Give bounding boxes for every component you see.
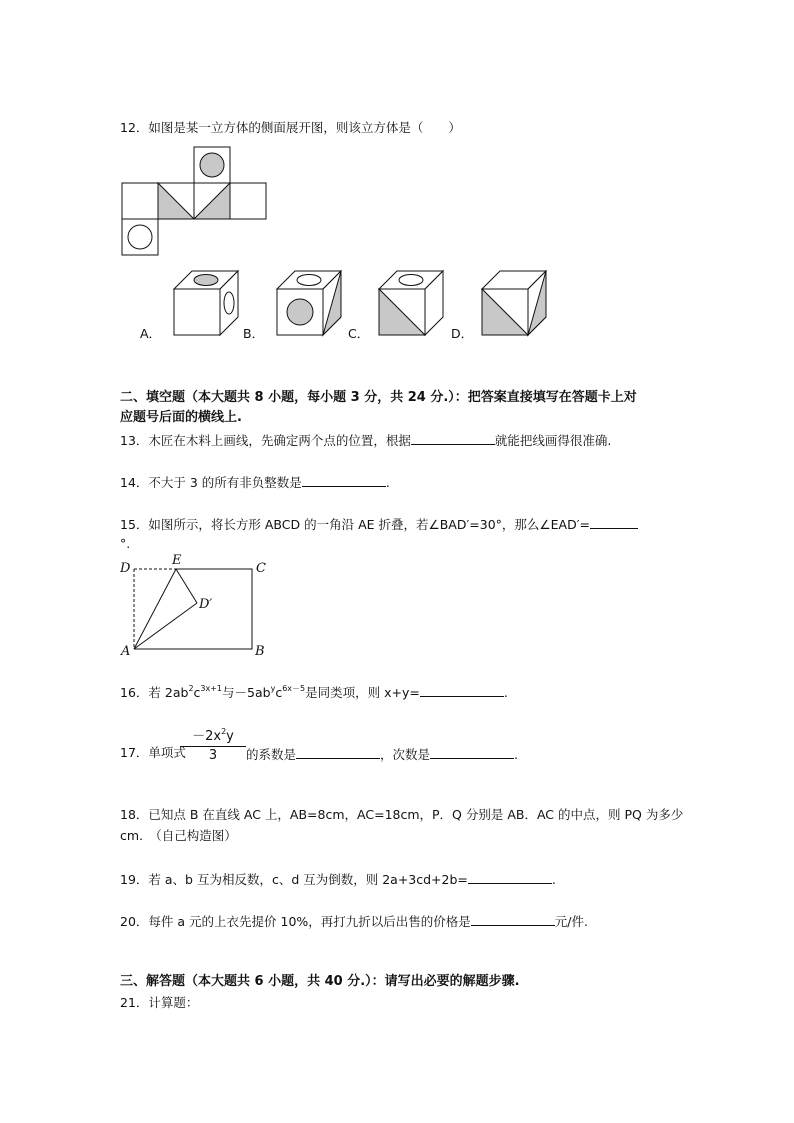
q18-line1: 18．已知点 B 在直线 AC 上，AB=8cm，AC=18cm，P．Q 分别是 AB．AC 的中点，则 PQ 为多少 — [120, 807, 684, 822]
q16-exp-2: 3x+1 — [200, 684, 223, 693]
q17-text-degree: ，次数是 — [380, 747, 431, 762]
q19 — [120, 870, 556, 888]
q17-coefficient-blank[interactable] — [296, 745, 380, 759]
q20-answer-blank[interactable] — [471, 912, 555, 926]
cube-option-c-figure — [377, 269, 447, 339]
q16-text-4: c — [275, 685, 283, 700]
q19-text: 19．若 a、b 互为相反数，c、d 互为倒数，则 2a+3cd+2b= — [120, 872, 468, 887]
q12-text: 12．如图是某一立方体的侧面展开图，则该立方体是（ ） — [120, 120, 461, 135]
point-d-prime-label: D′ — [199, 597, 213, 612]
q16-text-1: 16．若 2ab — [120, 685, 189, 700]
cube-option-b-figure — [275, 269, 345, 339]
rectangle-fold-figure — [118, 560, 278, 660]
cube-option-d-figure — [480, 269, 550, 339]
q20 — [120, 912, 588, 930]
q17-label: 17．单项式 — [120, 745, 186, 760]
section2-heading-line1: 二、填空题（本大题共 8 小题，每小题 3 分，共 24 分.）：把答案直接填写在答题卡上对 — [120, 390, 637, 405]
q16-answer-blank[interactable] — [420, 683, 504, 697]
point-e-label: E — [172, 553, 182, 568]
q21-text: 21．计算题： — [120, 995, 199, 1010]
q16-text-after: . — [503, 685, 508, 700]
q16-text-5: 是同类项，则 x+y= — [305, 685, 420, 700]
q16-text-3: 与－5ab — [222, 685, 271, 700]
point-b-label: B — [255, 644, 265, 659]
q16-exp-3: y — [270, 684, 276, 693]
q20-text-after: 元/件. — [554, 914, 588, 929]
q14-text-after: . — [385, 475, 390, 490]
q15-text: 15．如图所示，将长方形 ABCD 的一角沿 AE 折叠，若∠BAD′=30°，那么∠EAD′= — [120, 517, 591, 532]
q13-text-after: 就能把线画得很准确. — [494, 433, 612, 448]
q20-text: 20．每件 a 元的上衣先提价 10%，再打九折以后出售的价格是 — [120, 914, 471, 929]
section3-heading: 三、解答题（本大题共 6 小题，共 40 分.）：请写出必要的解题步骤. — [120, 974, 520, 989]
option-b-label: B． — [243, 326, 265, 341]
q17-rest — [246, 745, 518, 763]
q19-answer-blank[interactable] — [468, 870, 552, 884]
q19-text-after: . — [551, 872, 556, 887]
q14 — [120, 473, 390, 491]
q13 — [120, 431, 611, 449]
q17-text-coef: 的系数是 — [246, 747, 297, 762]
q17-fraction — [180, 729, 246, 764]
option-d-label: D． — [451, 326, 474, 341]
q18-line2: cm. （自己构造图） — [120, 828, 237, 843]
point-d-label: D — [120, 561, 131, 576]
option-c-label: C． — [348, 326, 370, 341]
fraction-bar — [180, 746, 246, 747]
q16-exp-4: 6x－5 — [282, 684, 306, 693]
q14-text: 14．不大于 3 的所有非负整数是 — [120, 475, 302, 490]
q17-text-after: . — [514, 747, 519, 762]
point-a-label: A — [121, 644, 131, 659]
q17-denominator: 3 — [208, 748, 218, 763]
cube-option-a-figure — [172, 269, 242, 339]
q14-answer-blank[interactable] — [302, 473, 386, 487]
q16-exp-1: 2 — [188, 684, 194, 693]
option-a-label: A． — [140, 326, 162, 341]
q17-degree-blank[interactable] — [430, 745, 514, 759]
cube-net-figure — [120, 144, 280, 264]
q16-text-2: c — [193, 685, 201, 700]
q15-line1 — [120, 515, 638, 533]
q17-numerator: $-2x^2y$ — [192, 727, 234, 744]
q15-answer-blank[interactable] — [590, 515, 638, 529]
q13-answer-blank[interactable] — [411, 431, 495, 445]
q16 — [120, 683, 508, 701]
point-c-label: C — [256, 561, 266, 576]
q13-text: 13．木匠在木料上画线，先确定两个点的位置，根据 — [120, 433, 411, 448]
q15-degree: °. — [120, 536, 131, 551]
section2-heading-line2: 应题号后面的横线上. — [120, 410, 242, 425]
